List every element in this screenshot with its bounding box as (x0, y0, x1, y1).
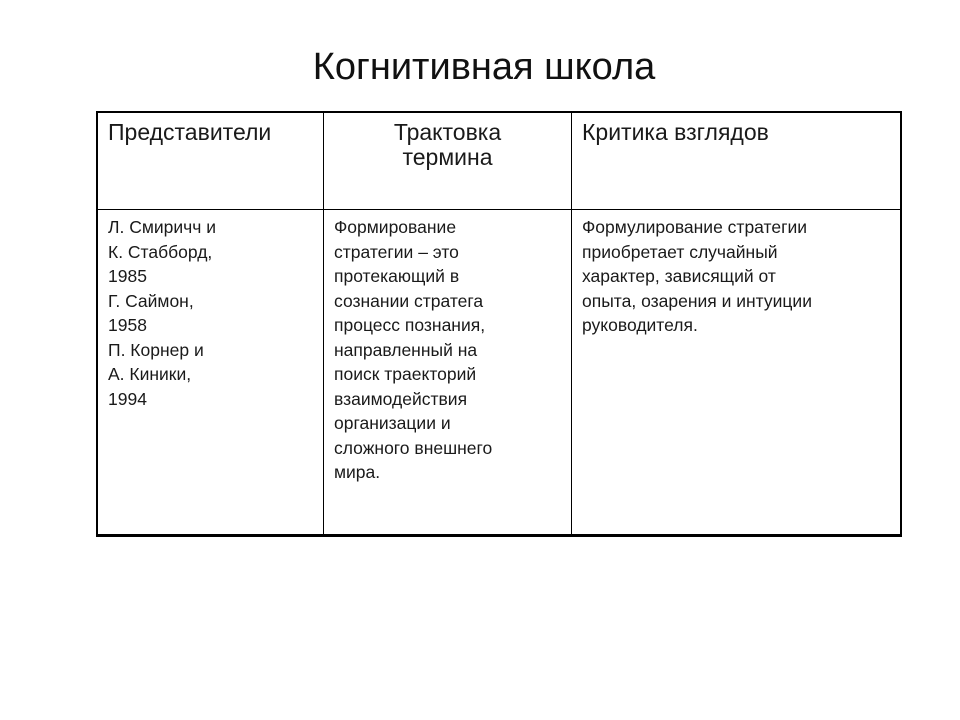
header-cell-interpretation (324, 113, 572, 210)
cell-critique (572, 210, 902, 535)
representatives-line: Л. Смиричч и (108, 217, 217, 237)
cell-representatives (98, 210, 324, 535)
representatives-line: 1994 (108, 388, 147, 409)
representatives-line: А. Киники, (108, 364, 192, 384)
interpretation-line: направленный на (334, 339, 478, 360)
critique-line: Формулирование стратегии (582, 217, 808, 237)
interpretation-line: стратегии – это (334, 241, 459, 262)
content-table (97, 112, 902, 535)
interpretation-line: Формирование (334, 217, 457, 237)
cell-interpretation (324, 210, 572, 535)
representatives-line: П. Корнер и (108, 339, 204, 360)
representatives-line: 1985 (108, 266, 147, 286)
critique-line: руководителя. (582, 315, 698, 335)
representatives-line: 1958 (108, 315, 147, 335)
table-row (98, 210, 902, 535)
interpretation-line: сложного внешнего (334, 437, 493, 458)
critique-line: характер, зависящий от (582, 266, 776, 286)
interpretation-line: мира. (334, 462, 381, 482)
header-interpretation-line: Трактовка (393, 119, 502, 145)
header-representatives-text: Представители (108, 119, 272, 145)
header-cell-critique (572, 113, 902, 210)
interpretation-line: взаимодействия (334, 388, 468, 409)
table-header-row (98, 113, 902, 210)
critique-line: опыта, озарения и интуиции (582, 290, 812, 311)
representatives-line: К. Стабборд, (108, 241, 213, 262)
header-critique-text: Критика взглядов (582, 119, 769, 145)
interpretation-line: сознании стратега (334, 290, 484, 311)
header-cell-representatives (98, 113, 324, 210)
interpretation-line: процесс познания, (334, 315, 486, 335)
slide-title: Когнитивная школа (312, 46, 656, 88)
interpretation-line: организации и (334, 413, 451, 433)
representatives-line: Г. Саймон, (108, 290, 194, 311)
interpretation-line: поиск траекторий (334, 364, 477, 384)
interpretation-line: протекающий в (334, 266, 460, 286)
critique-line: приобретает случайный (582, 241, 778, 262)
header-interpretation-line: термина (402, 144, 493, 170)
